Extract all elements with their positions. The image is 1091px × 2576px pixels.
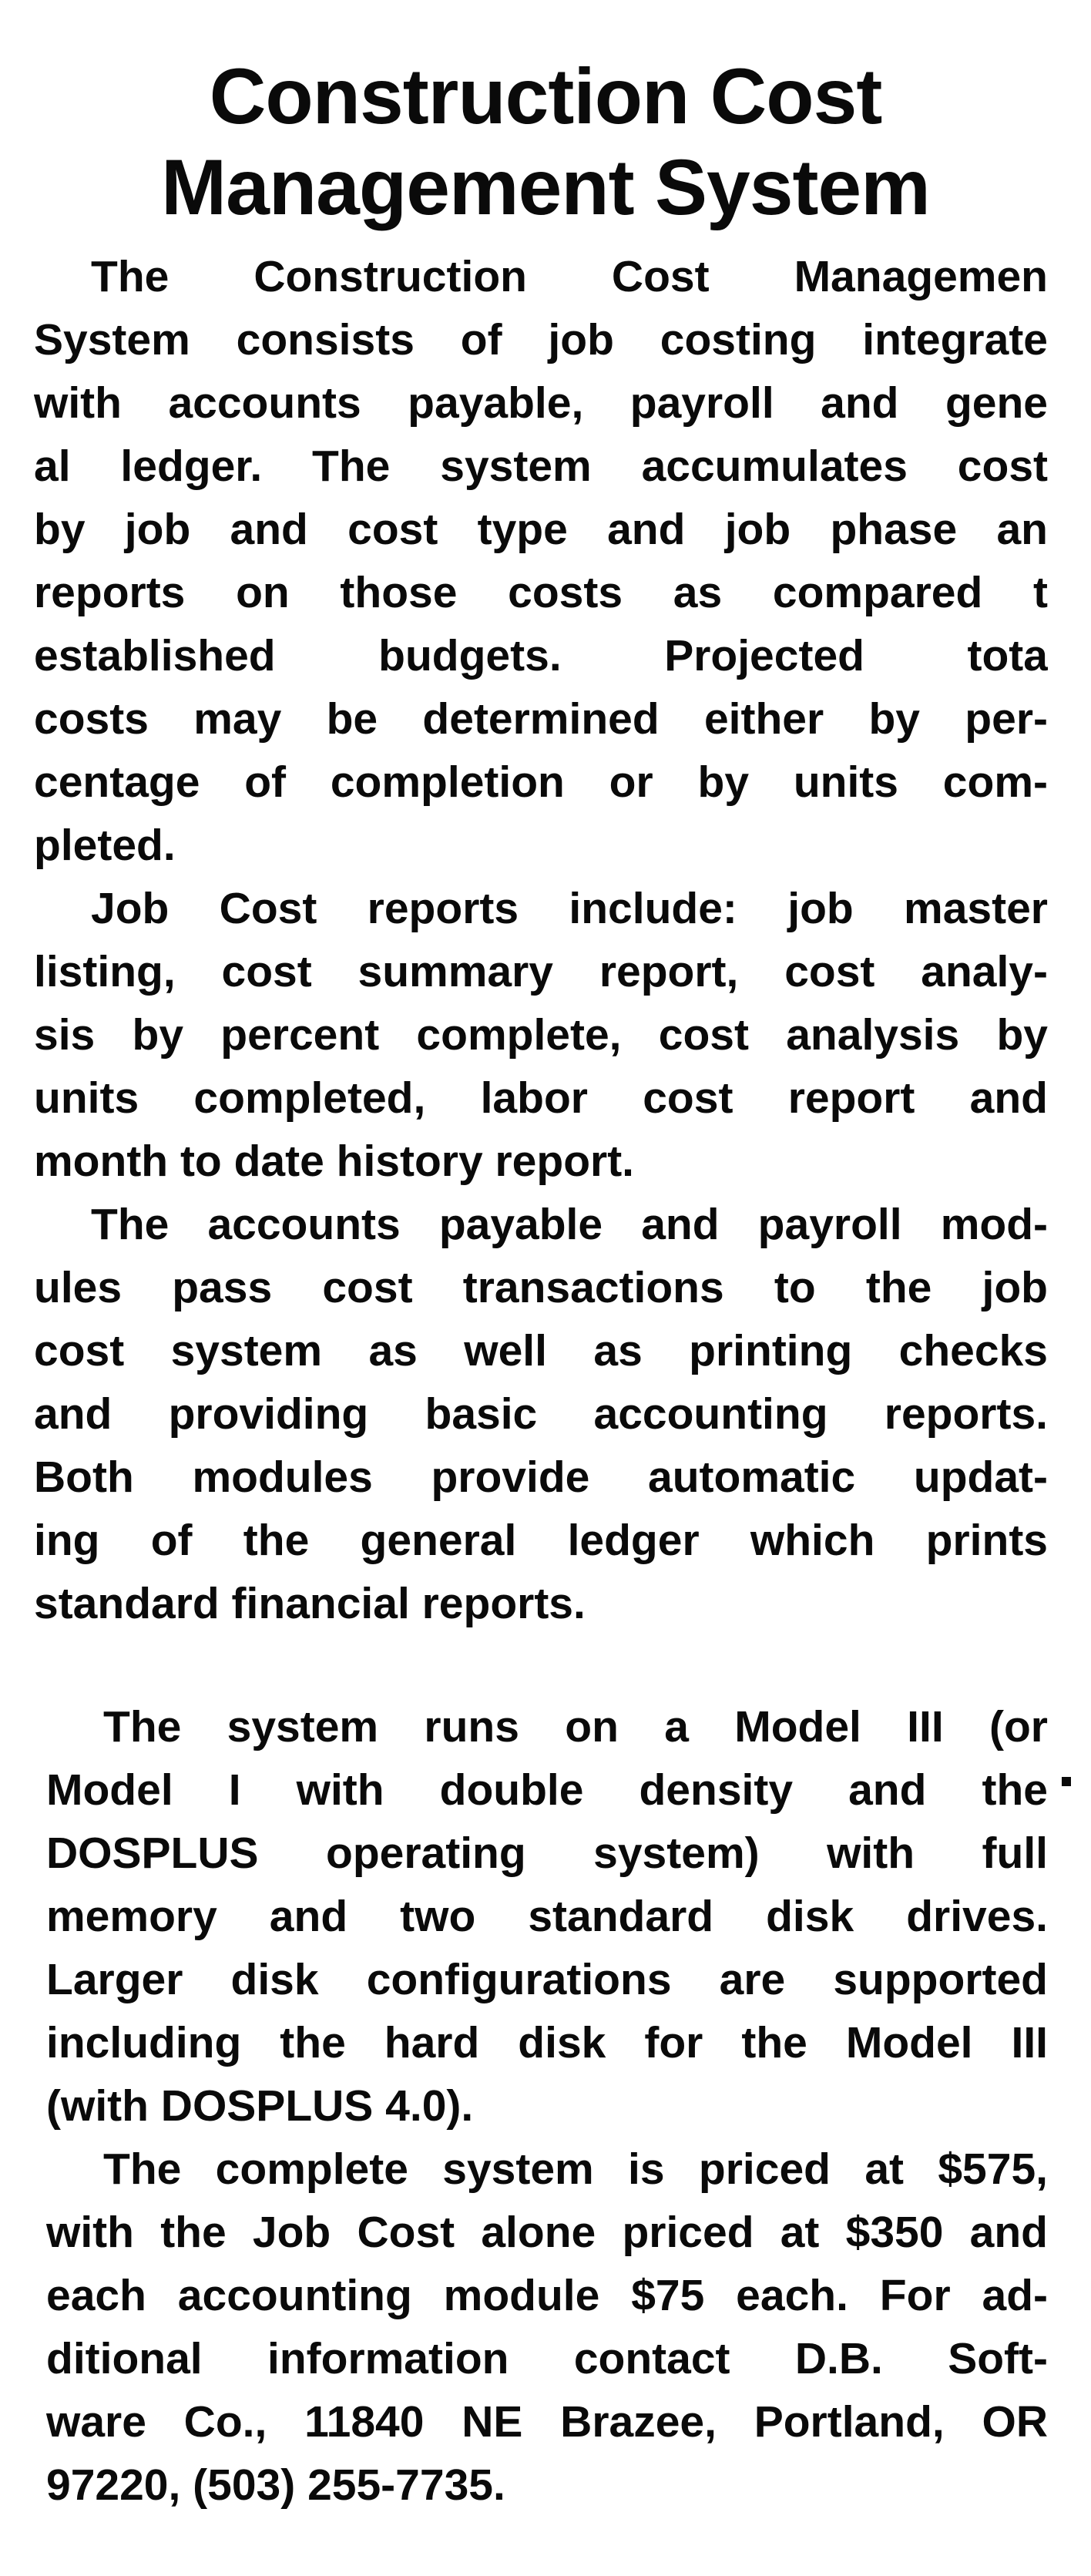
paragraph-line: ules pass cost transactions to the job [34,1263,1048,1312]
paragraph-line: units completed, labor cost report and [34,1073,1048,1123]
paragraph-line: including the hard disk for the Model III [46,2018,1048,2067]
paragraph-line: cost system as well as printing checks [34,1326,1048,1375]
paragraph-line: with accounts payable, payroll and gene [34,378,1048,428]
paragraph-line: Job Cost reports include: job master [91,884,1048,933]
paragraph [34,245,1048,877]
article-body-lower [46,1695,1048,2517]
paragraph-line: centage of completion or by units com- [34,757,1048,807]
paragraph-line: al ledger. The system accumulates cost [34,442,1048,491]
paragraph-line: sis by percent complete, cost analysis by [34,1010,1048,1060]
paragraph [34,1193,1048,1635]
paragraph-line: by job and cost type and job phase an [34,505,1048,554]
paragraph-line: listing, cost summary report, cost analy- [34,947,1048,996]
paragraph [34,877,1048,1193]
article-body-upper [34,245,1048,1635]
headline-line-1: Construction Cost [209,52,882,140]
paragraph-line: (with DOSPLUS 4.0). [46,2081,474,2131]
paragraph-line: DOSPLUS operating system) with full [46,1829,1048,1878]
paragraph-line: The accounts payable and payroll mod- [91,1200,1048,1249]
paragraph-line: 97220, (503) 255-7735. [46,2460,505,2510]
paragraph-line: month to date history report. [34,1137,635,1186]
paragraph-line: established budgets. Projected tota [34,631,1048,680]
paragraph [46,2138,1048,2517]
paragraph-line: standard financial reports. [34,1579,586,1628]
paragraph-line: pleted. [34,821,176,870]
paragraph-line: Both modules provide automatic updat- [34,1453,1048,1502]
paragraph-line: The Construction Cost Managemen [91,252,1048,301]
paragraph-line: and providing basic accounting reports. [34,1389,1048,1439]
headline-line-2: Management System [161,143,930,231]
paragraph-line: Larger disk configurations are supported [46,1955,1048,2004]
paragraph-line: costs may be determined either by per- [34,694,1048,744]
paragraph-line: each accounting module $75 each. For ad- [46,2271,1048,2320]
print-speck [1062,1777,1071,1786]
paragraph-line: The system runs on a Model III (or [103,1702,1048,1751]
paragraph-line: ware Co., 11840 NE Brazee, Portland, OR [46,2397,1048,2447]
paragraph-line: The complete system is priced at $575, [103,2144,1048,2194]
paragraph-line: Model I with double density and the [46,1765,1048,1815]
paragraph-line: with the Job Cost alone priced at $350 and [46,2208,1048,2257]
paragraph-line: memory and two standard disk drives. [46,1892,1048,1941]
paragraph-line: ing of the general ledger which prints [34,1516,1048,1565]
paragraph-line: reports on those costs as compared t [34,568,1048,617]
paragraph-line: ditional information contact D.B. Soft- [46,2334,1048,2383]
paragraph [46,1695,1048,2138]
paragraph-line: System consists of job costing integrate [34,315,1048,364]
